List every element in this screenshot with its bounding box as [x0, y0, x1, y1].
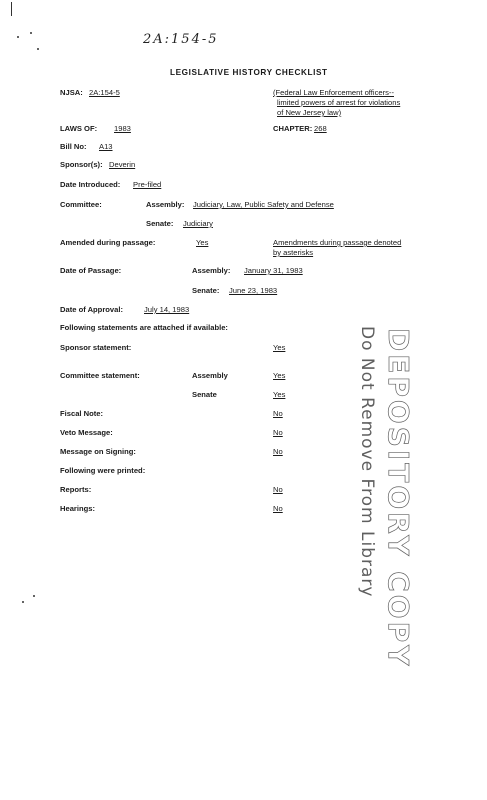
committee-statement-senate-value: Yes	[273, 390, 286, 399]
passage-assembly-label: Assembly:	[192, 266, 231, 275]
message-on-signing-label: Message on Signing:	[60, 447, 136, 456]
reports-label: Reports:	[60, 485, 92, 494]
reports-value: No	[273, 485, 283, 494]
bill-no-label: Bill No:	[60, 142, 87, 151]
passage-senate-label: Senate:	[192, 286, 220, 295]
committee-statement-label: Committee statement:	[60, 371, 140, 380]
laws-of-label: LAWS OF:	[60, 124, 98, 133]
sponsors-value: Deverin	[109, 160, 136, 169]
committee-senate-label: Senate:	[146, 219, 174, 228]
date-of-approval-label: Date of Approval:	[60, 305, 124, 314]
sponsor-statement-label: Sponsor statement:	[60, 343, 132, 352]
printed-header: Following were printed:	[60, 466, 146, 475]
committee-assembly-label: Assembly:	[146, 200, 185, 209]
njsa-label: NJSA:	[60, 88, 83, 97]
committee-statement-senate-label: Senate	[192, 390, 217, 399]
bill-no-value: A13	[99, 142, 113, 151]
date-of-approval-value: July 14, 1983	[144, 305, 190, 314]
date-introduced-value: Pre-filed	[133, 180, 162, 189]
scan-speck	[37, 48, 39, 50]
committee-statement-assembly-value: Yes	[273, 371, 286, 380]
amended-label: Amended during passage:	[60, 238, 156, 247]
scan-speck	[22, 601, 24, 603]
message-on-signing-value: No	[273, 447, 283, 456]
veto-message-value: No	[273, 428, 283, 437]
committee-assembly-value: Judiciary, Law, Public Safety and Defense	[193, 200, 334, 209]
njsa-description-line-2: limited powers of arrest for violations	[277, 98, 401, 107]
date-introduced-label: Date Introduced:	[60, 180, 121, 189]
hearings-label: Hearings:	[60, 504, 96, 513]
depository-copy-stamp: DEPOSITORY COPY	[382, 328, 415, 669]
veto-message-label: Veto Message:	[60, 428, 113, 437]
scan-speck	[30, 32, 32, 34]
committee-senate-value: Judiciary	[183, 219, 213, 228]
njsa-description-line-1: (Federal Law Enforcement officers--	[273, 88, 394, 97]
handwritten-reference: 2A:154-5	[143, 32, 219, 47]
chapter-value: 268	[314, 124, 327, 133]
amended-value: Yes	[196, 238, 209, 247]
committee-label: Committee:	[60, 200, 102, 209]
scan-speck	[17, 36, 19, 38]
date-of-passage-label: Date of Passage:	[60, 266, 122, 275]
scan-speck	[11, 2, 12, 16]
page-title: LEGISLATIVE HISTORY CHECKLIST	[170, 68, 328, 77]
laws-of-value: 1983	[114, 124, 131, 133]
fiscal-note-label: Fiscal Note:	[60, 409, 104, 418]
passage-senate-value: June 23, 1983	[229, 286, 278, 295]
amended-note-line-2: by asterisks	[273, 248, 314, 257]
scan-speck	[33, 595, 35, 597]
amended-note-line-1: Amendments during passage denoted	[273, 238, 402, 247]
sponsors-label: Sponsor(s):	[60, 160, 103, 169]
committee-statement-assembly-label: Assembly	[192, 371, 228, 380]
passage-assembly-value: January 31, 1983	[244, 266, 303, 275]
fiscal-note-value: No	[273, 409, 283, 418]
chapter-label: CHAPTER:	[273, 124, 313, 133]
njsa-value: 2A:154-5	[89, 88, 120, 97]
sponsor-statement-value: Yes	[273, 343, 286, 352]
attached-statements-header: Following statements are attached if available:	[60, 323, 228, 332]
hearings-value: No	[273, 504, 283, 513]
njsa-description-line-3: of New Jersey law)	[277, 108, 342, 117]
do-not-remove-stamp: Do Not Remove From Library	[357, 326, 377, 598]
